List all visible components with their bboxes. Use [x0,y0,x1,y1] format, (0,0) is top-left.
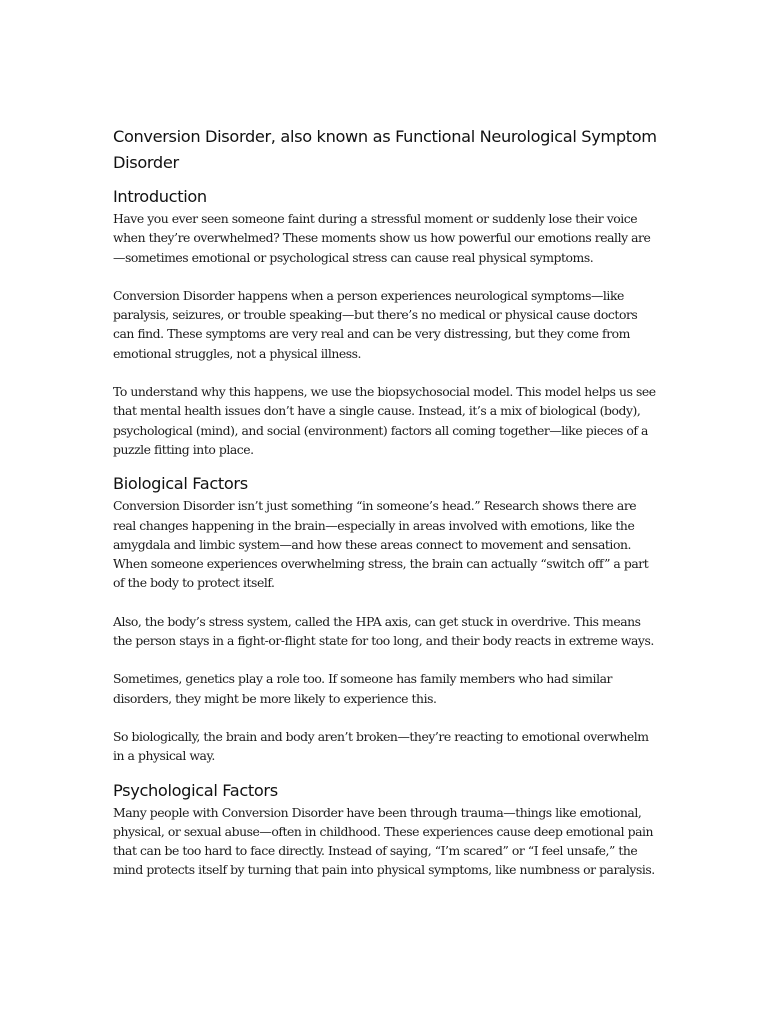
section-introduction [113,186,661,459]
section-heading-biological-factors: Biological Factors [113,474,248,494]
paragraph: Also, the body’s stress system, called the HPA axis, can get stuck in overdrive. This means the person stays in a fight-or-flight state for too long, and their body reacts in extreme ways. [113,613,654,649]
paragraph: Conversion Disorder isn’t just something “in someone’s head.” Research shows there are real changes happening in the brain—especially in areas involved with emotions, like the amygdala and limbic system—and how these areas connect to movement and sensation. When someone experiences overwhelming stress, the brain can actually “switch off” a part of the body to protect itself. [113,498,649,591]
paragraph: Sometimes, genetics play a role too. If someone has family members who had similar disorders, they might be more likely to experience this. [113,671,612,706]
section-psychological-factors [113,780,661,880]
paragraph: Many people with Conversion Disorder have been through trauma—things like emotional, physical, or sexual abuse—often in childhood. These experiences cause deep emotional pain that can be too hard to face directly. Instead of saying, “I’m scared” or “I feel unsafe,” the mind protects itself by turning that pain into physical symptoms, like numbness or paralysis. [113,804,655,878]
section-heading-psychological-factors: Psychological Factors [113,780,278,800]
paragraph: So biologically, the brain and body aren’t broken—they’re reacting to emotional overwhelm in a physical way. [113,728,649,764]
section-biological-factors [113,473,661,765]
paragraph: Have you ever seen someone faint during a stressful moment or suddenly lose their voice when they’re overwhelmed? These moments show us how powerful our emotions really are—sometimes emotional or psychological stress can cause real physical symptoms. [113,211,651,265]
document-title: Conversion Disorder, also known as Functional Neurological Symptom Disorder [113,127,657,172]
section-heading-introduction: Introduction [113,187,207,206]
paragraph: Conversion Disorder happens when a person experiences neurological symptoms—like paralysis, seizures, or trouble speaking—but there’s no medical or physical cause doctors can find. These symptoms are very real and can be very distressing, but they come from emotional struggles, not a physical illness. [113,287,638,361]
paragraph: To understand why this happens, we use the biopsychosocial model. This model helps us see that mental health issues don’t have a single cause. Instead, it’s a mix of biological (body), psychological (mind), and social (environment) factors all coming together—like pieces of a puzzle fitting into place. [113,384,656,457]
document-page [113,124,661,880]
